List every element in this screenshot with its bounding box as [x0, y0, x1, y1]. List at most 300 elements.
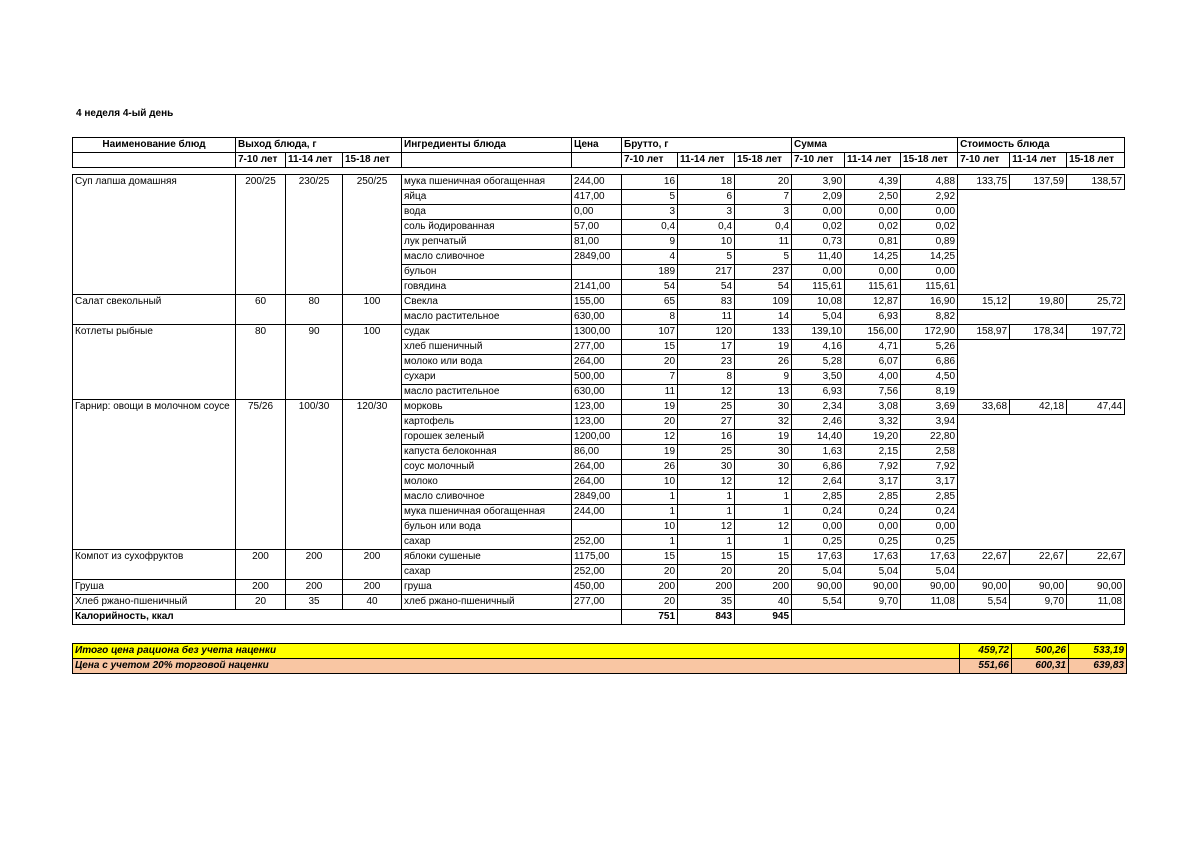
ingredient-name: говядина — [402, 280, 572, 295]
ingredient-gross: 10 — [678, 235, 735, 250]
empty-cell — [1010, 280, 1067, 295]
ingredient-sum: 2,85 — [901, 490, 958, 505]
ingredient-price: 630,00 — [572, 385, 622, 400]
empty-cell — [1010, 520, 1067, 535]
ingredient-sum: 0,25 — [792, 535, 845, 550]
empty-cell — [958, 520, 1010, 535]
ingredient-price: 123,00 — [572, 415, 622, 430]
ingredient-sum: 0,00 — [901, 205, 958, 220]
ingredient-sum: 1,63 — [792, 445, 845, 460]
ingredient-sum: 0,25 — [845, 535, 901, 550]
empty-cell — [958, 475, 1010, 490]
ingredient-price: 0,00 — [572, 205, 622, 220]
ingredient-gross: 20 — [622, 565, 678, 580]
dish-cost: 19,80 — [1010, 295, 1067, 310]
dish-cost: 5,54 — [958, 595, 1010, 610]
ingredient-sum: 2,58 — [901, 445, 958, 460]
dish-output: 100/30 — [286, 400, 343, 550]
ingredient-name: судак — [402, 325, 572, 340]
totals-value: 459,72 — [960, 644, 1012, 659]
ingredient-sum: 10,08 — [792, 295, 845, 310]
empty-cell — [1067, 460, 1125, 475]
empty-cell — [958, 565, 1010, 580]
ingredient-sum: 0,25 — [901, 535, 958, 550]
dish-output: 35 — [286, 595, 343, 610]
ingredient-gross: 1 — [678, 490, 735, 505]
ingredient-name: масло растительное — [402, 310, 572, 325]
dish-cost: 158,97 — [958, 325, 1010, 340]
header-price: Цена — [572, 138, 622, 153]
ingredient-gross: 30 — [678, 460, 735, 475]
dish-output: 60 — [236, 295, 286, 325]
dish-output: 200 — [286, 580, 343, 595]
dish-output: 200 — [286, 550, 343, 580]
ingredient-sum: 6,86 — [901, 355, 958, 370]
dish-cost: 47,44 — [1067, 400, 1125, 415]
ingredient-gross: 200 — [678, 580, 735, 595]
empty-cell — [1067, 385, 1125, 400]
header-gross: Брутто, г — [622, 138, 792, 153]
ingredient-gross: 12 — [622, 430, 678, 445]
ingredient-sum: 0,00 — [792, 520, 845, 535]
totals-value: 600,31 — [1012, 659, 1069, 674]
dish-cost: 25,72 — [1067, 295, 1125, 310]
empty-cell — [1010, 460, 1067, 475]
empty-cell — [1067, 535, 1125, 550]
ingredient-gross: 5 — [622, 190, 678, 205]
ingredient-sum: 5,54 — [792, 595, 845, 610]
ingredient-gross: 0,4 — [622, 220, 678, 235]
totals-value: 639,83 — [1069, 659, 1127, 674]
ingredient-gross: 0,4 — [735, 220, 792, 235]
ingredient-gross: 20 — [622, 355, 678, 370]
ingredient-sum: 0,89 — [901, 235, 958, 250]
ingredient-sum: 19,20 — [845, 430, 901, 445]
empty-cell — [1010, 535, 1067, 550]
empty-cell — [1067, 310, 1125, 325]
dish-output: 200 — [236, 580, 286, 595]
ingredient-sum: 14,40 — [792, 430, 845, 445]
ingredient-sum: 4,00 — [845, 370, 901, 385]
totals-value: 500,26 — [1012, 644, 1069, 659]
ingredient-gross: 3 — [678, 205, 735, 220]
ingredient-gross: 20 — [735, 175, 792, 190]
empty-cell — [1067, 265, 1125, 280]
ingredient-gross: 237 — [735, 265, 792, 280]
ingredient-gross: 120 — [678, 325, 735, 340]
menu-table-body — [73, 138, 1125, 625]
dish-output: 200 — [236, 550, 286, 580]
ingredient-sum: 0,00 — [792, 265, 845, 280]
ingredient-gross: 16 — [678, 430, 735, 445]
empty-cell — [958, 205, 1010, 220]
ingredient-gross: 30 — [735, 400, 792, 415]
ingredient-name: соус молочный — [402, 460, 572, 475]
dish-cost: 22,67 — [958, 550, 1010, 565]
ingredient-sum: 16,90 — [901, 295, 958, 310]
ingredient-name: груша — [402, 580, 572, 595]
ingredient-name: масло сливочное — [402, 490, 572, 505]
ingredient-gross: 11 — [735, 235, 792, 250]
ingredient-sum: 6,07 — [845, 355, 901, 370]
empty-cell — [958, 370, 1010, 385]
age-header: 11-14 лет — [1010, 153, 1067, 168]
ingredient-sum: 90,00 — [792, 580, 845, 595]
empty-cell — [1067, 370, 1125, 385]
ingredient-sum: 0,24 — [792, 505, 845, 520]
ingredient-name: хлеб пшеничный — [402, 340, 572, 355]
ingredient-sum: 3,32 — [845, 415, 901, 430]
ingredient-sum: 0,00 — [901, 265, 958, 280]
ingredient-sum: 3,69 — [901, 400, 958, 415]
empty-cell — [1010, 355, 1067, 370]
ingredient-sum: 2,09 — [792, 190, 845, 205]
ingredient-name: морковь — [402, 400, 572, 415]
ingredient-name: сахар — [402, 565, 572, 580]
empty-cell — [1067, 340, 1125, 355]
ingredient-gross: 133 — [735, 325, 792, 340]
ingredient-sum: 0,24 — [845, 505, 901, 520]
ingredient-sum: 2,85 — [845, 490, 901, 505]
ingredient-gross: 15 — [735, 550, 792, 565]
calories-row — [73, 610, 1125, 625]
ingredient-name: сахар — [402, 535, 572, 550]
ingredient-sum: 14,25 — [901, 250, 958, 265]
calories-value: 843 — [678, 610, 735, 625]
ingredient-name: лук репчатый — [402, 235, 572, 250]
age-header: 15-18 лет — [901, 153, 958, 168]
ingredient-name: масло растительное — [402, 385, 572, 400]
ingredient-gross: 30 — [735, 460, 792, 475]
dish-output: 80 — [236, 325, 286, 400]
empty-cell — [1067, 430, 1125, 445]
ingredient-gross: 15 — [622, 550, 678, 565]
ingredient-price: 500,00 — [572, 370, 622, 385]
dish-cost: 9,70 — [1010, 595, 1067, 610]
header-blank — [73, 153, 236, 168]
ingredient-gross: 12 — [678, 520, 735, 535]
ingredient-sum: 3,08 — [845, 400, 901, 415]
empty-cell — [1010, 415, 1067, 430]
ingredient-gross: 26 — [622, 460, 678, 475]
age-header: 11-14 лет — [845, 153, 901, 168]
ingredient-price: 2141,00 — [572, 280, 622, 295]
ingredient-gross: 5 — [735, 250, 792, 265]
ingredient-gross: 23 — [678, 355, 735, 370]
ingredient-price — [572, 265, 622, 280]
empty-cell — [1067, 520, 1125, 535]
header-dish: Наименование блюд — [73, 138, 236, 153]
empty-cell — [1010, 490, 1067, 505]
empty-cell — [1067, 205, 1125, 220]
ingredient-sum: 8,19 — [901, 385, 958, 400]
ingredient-gross: 7 — [622, 370, 678, 385]
ingredient-name: мука пшеничная обогащенная — [402, 175, 572, 190]
ingredient-name: соль йодированная — [402, 220, 572, 235]
empty-cell — [1067, 565, 1125, 580]
ingredient-gross: 54 — [735, 280, 792, 295]
ingredient-gross: 1 — [622, 535, 678, 550]
ingredient-gross: 19 — [622, 445, 678, 460]
ingredient-price: 244,00 — [572, 505, 622, 520]
ingredient-sum: 156,00 — [845, 325, 901, 340]
empty-cell — [1010, 475, 1067, 490]
ingredient-sum: 11,08 — [901, 595, 958, 610]
ingredient-sum: 0,24 — [901, 505, 958, 520]
ingredient-sum: 5,28 — [792, 355, 845, 370]
ingredient-sum: 6,86 — [792, 460, 845, 475]
ingredient-gross: 10 — [622, 520, 678, 535]
ingredient-sum: 0,00 — [845, 205, 901, 220]
ingredient-sum: 2,15 — [845, 445, 901, 460]
ingredient-price: 57,00 — [572, 220, 622, 235]
ingredient-sum: 2,46 — [792, 415, 845, 430]
dish-output: 20 — [236, 595, 286, 610]
dish-output: 100 — [343, 325, 402, 400]
totals-value: 533,19 — [1069, 644, 1127, 659]
header-cost: Стоимость блюда — [958, 138, 1125, 153]
header-output: Выход блюда, г — [236, 138, 402, 153]
dish-cost: 90,00 — [958, 580, 1010, 595]
ingredient-sum: 4,39 — [845, 175, 901, 190]
age-header: 15-18 лет — [735, 153, 792, 168]
spacer-row — [73, 168, 1125, 175]
ingredient-gross: 1 — [678, 535, 735, 550]
ingredient-price: 2849,00 — [572, 250, 622, 265]
ingredient-sum: 17,63 — [845, 550, 901, 565]
ingredient-gross: 6 — [678, 190, 735, 205]
ingredient-price: 123,00 — [572, 400, 622, 415]
ingredient-gross: 1 — [735, 490, 792, 505]
dish-cost: 15,12 — [958, 295, 1010, 310]
ingredient-sum: 2,85 — [792, 490, 845, 505]
header-ingredients: Ингредиенты блюда — [402, 138, 572, 153]
empty-cell — [958, 460, 1010, 475]
table-row — [73, 325, 1125, 340]
ingredient-gross: 54 — [622, 280, 678, 295]
ingredient-gross: 17 — [678, 340, 735, 355]
dish-cost: 22,67 — [1010, 550, 1067, 565]
header-sum: Сумма — [792, 138, 958, 153]
ingredient-gross: 1 — [622, 490, 678, 505]
ingredient-sum: 17,63 — [901, 550, 958, 565]
ingredient-sum: 172,90 — [901, 325, 958, 340]
ingredient-sum: 139,10 — [792, 325, 845, 340]
table-row — [73, 295, 1125, 310]
empty-cell — [958, 235, 1010, 250]
dish-name: Суп лапша домашняя — [73, 175, 236, 295]
table-row — [73, 550, 1125, 565]
ingredient-price: 252,00 — [572, 535, 622, 550]
empty-cell — [1010, 265, 1067, 280]
ingredient-gross: 16 — [622, 175, 678, 190]
ingredient-gross: 65 — [622, 295, 678, 310]
header-row — [73, 138, 1125, 153]
ingredient-sum: 17,63 — [792, 550, 845, 565]
ingredient-sum: 4,88 — [901, 175, 958, 190]
ingredient-sum: 7,56 — [845, 385, 901, 400]
empty-cell — [1010, 250, 1067, 265]
ingredient-sum: 2,64 — [792, 475, 845, 490]
dish-cost: 42,18 — [1010, 400, 1067, 415]
empty-cell — [958, 190, 1010, 205]
dish-name: Салат свекольный — [73, 295, 236, 325]
ingredient-gross: 0,4 — [678, 220, 735, 235]
ingredient-sum: 3,17 — [901, 475, 958, 490]
ingredient-name: бульон или вода — [402, 520, 572, 535]
ingredient-sum: 11,40 — [792, 250, 845, 265]
age-header: 15-18 лет — [343, 153, 402, 168]
empty-cell — [1067, 415, 1125, 430]
ingredient-name: капуста белоконная — [402, 445, 572, 460]
empty-cell — [1010, 340, 1067, 355]
ingredient-sum: 0,00 — [792, 205, 845, 220]
age-header: 7-10 лет — [792, 153, 845, 168]
ingredient-gross: 20 — [622, 595, 678, 610]
empty-cell — [1067, 505, 1125, 520]
ingredient-gross: 3 — [735, 205, 792, 220]
totals-label: Цена с учетом 20% торговой наценки — [73, 659, 960, 674]
totals-row — [73, 644, 1127, 659]
ingredient-sum: 0,02 — [901, 220, 958, 235]
ingredient-gross: 4 — [622, 250, 678, 265]
ingredient-gross: 83 — [678, 295, 735, 310]
ingredient-sum: 12,87 — [845, 295, 901, 310]
ingredient-gross: 35 — [678, 595, 735, 610]
ingredient-gross: 11 — [678, 310, 735, 325]
ingredient-price: 277,00 — [572, 595, 622, 610]
ingredient-sum: 22,80 — [901, 430, 958, 445]
ingredient-gross: 27 — [678, 415, 735, 430]
ingredient-sum: 0,81 — [845, 235, 901, 250]
ingredient-gross: 12 — [735, 475, 792, 490]
ingredient-sum: 2,34 — [792, 400, 845, 415]
empty-cell — [958, 430, 1010, 445]
dish-output: 200 — [343, 580, 402, 595]
table-row — [73, 400, 1125, 415]
ingredient-gross: 12 — [678, 475, 735, 490]
totals-table — [72, 643, 1127, 674]
ingredient-gross: 3 — [622, 205, 678, 220]
empty-cell — [958, 355, 1010, 370]
ingredient-name: хлеб ржано-пшеничный — [402, 595, 572, 610]
ingredient-gross: 1 — [735, 505, 792, 520]
ingredient-gross: 20 — [622, 415, 678, 430]
ingredient-gross: 15 — [622, 340, 678, 355]
ingredient-sum: 0,02 — [845, 220, 901, 235]
age-header: 7-10 лет — [958, 153, 1010, 168]
ingredient-gross: 9 — [735, 370, 792, 385]
empty-cell — [1010, 505, 1067, 520]
dish-output: 250/25 — [343, 175, 402, 295]
menu-table — [72, 137, 1125, 625]
ingredient-sum: 3,94 — [901, 415, 958, 430]
empty-cell — [1010, 445, 1067, 460]
age-header: 11-14 лет — [678, 153, 735, 168]
dish-name: Груша — [73, 580, 236, 595]
dish-name: Хлеб ржано-пшеничный — [73, 595, 236, 610]
ingredient-name: яблоки сушеные — [402, 550, 572, 565]
dish-cost: 133,75 — [958, 175, 1010, 190]
ingredient-price: 1200,00 — [572, 430, 622, 445]
empty-cell — [1067, 445, 1125, 460]
ingredient-gross: 40 — [735, 595, 792, 610]
ingredient-name: картофель — [402, 415, 572, 430]
dish-output: 100 — [343, 295, 402, 325]
empty-cell — [958, 220, 1010, 235]
ingredient-gross: 15 — [678, 550, 735, 565]
ingredient-gross: 109 — [735, 295, 792, 310]
ingredient-name: горошек зеленый — [402, 430, 572, 445]
ingredient-gross: 54 — [678, 280, 735, 295]
ingredient-price: 1300,00 — [572, 325, 622, 340]
empty-cell — [1010, 430, 1067, 445]
dish-cost: 138,57 — [1067, 175, 1125, 190]
empty-cell — [792, 610, 1125, 625]
ingredient-gross: 18 — [678, 175, 735, 190]
ingredient-sum: 7,92 — [845, 460, 901, 475]
ingredient-sum: 6,93 — [792, 385, 845, 400]
ingredient-price: 244,00 — [572, 175, 622, 190]
empty-cell — [958, 535, 1010, 550]
empty-cell — [958, 340, 1010, 355]
calories-value: 751 — [622, 610, 678, 625]
dish-output: 200/25 — [236, 175, 286, 295]
ingredient-sum: 115,61 — [901, 280, 958, 295]
ingredient-sum: 0,00 — [845, 265, 901, 280]
totals-value: 551,66 — [960, 659, 1012, 674]
table-row — [73, 580, 1125, 595]
ingredient-price: 417,00 — [572, 190, 622, 205]
ingredient-gross: 20 — [678, 565, 735, 580]
ingredient-sum: 14,25 — [845, 250, 901, 265]
empty-cell — [1010, 235, 1067, 250]
dish-name: Гарнир: овощи в молочном соусе — [73, 400, 236, 550]
dish-cost: 90,00 — [1010, 580, 1067, 595]
empty-cell — [958, 385, 1010, 400]
ingredient-gross: 7 — [735, 190, 792, 205]
ingredient-gross: 200 — [622, 580, 678, 595]
empty-cell — [1010, 565, 1067, 580]
dish-cost: 33,68 — [958, 400, 1010, 415]
ingredient-gross: 1 — [622, 505, 678, 520]
calories-value: 945 — [735, 610, 792, 625]
empty-cell — [1067, 475, 1125, 490]
dish-output: 80 — [286, 295, 343, 325]
ingredient-gross: 32 — [735, 415, 792, 430]
ingredient-price: 86,00 — [572, 445, 622, 460]
totals-row — [73, 659, 1127, 674]
ingredient-price: 630,00 — [572, 310, 622, 325]
age-header: 11-14 лет — [286, 153, 343, 168]
dish-cost: 178,34 — [1010, 325, 1067, 340]
ingredient-gross: 9 — [622, 235, 678, 250]
dish-output: 200 — [343, 550, 402, 580]
ingredient-gross: 19 — [735, 430, 792, 445]
ingredient-sum: 2,92 — [901, 190, 958, 205]
ingredient-name: мука пшеничная обогащенная — [402, 505, 572, 520]
ingredient-name: масло сливочное — [402, 250, 572, 265]
empty-cell — [1010, 370, 1067, 385]
ingredient-sum: 4,71 — [845, 340, 901, 355]
empty-cell — [1067, 250, 1125, 265]
header-blank — [572, 153, 622, 168]
ingredient-sum: 2,50 — [845, 190, 901, 205]
ingredient-sum: 8,82 — [901, 310, 958, 325]
empty-cell — [958, 505, 1010, 520]
ingredient-gross: 12 — [735, 520, 792, 535]
age-header: 15-18 лет — [1067, 153, 1125, 168]
